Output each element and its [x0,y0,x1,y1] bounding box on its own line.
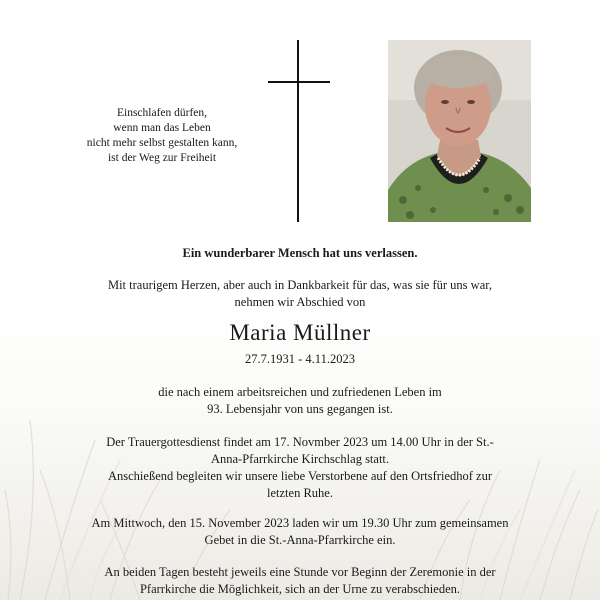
farewell-line: Pfarrkirche die Möglichkeit, sich an der Urne zu verabschieden. [139,582,460,596]
intro-text [80,277,520,311]
cross-icon [265,40,333,222]
funeral-service-text [70,434,530,502]
life-line: 93. Lebensjahr von uns gegangen ist. [207,402,393,416]
service-line: letzten Ruhe. [267,486,333,500]
prayer-line: Gebet in die St.-Anna-Pfarrkirche ein. [204,533,396,547]
farewell-text [70,564,530,598]
quote-line: ist der Weg zur Freiheit [107,152,217,164]
prayer-text [70,515,530,549]
service-line: Anna-Pfarrkirche Kirchschlag statt. [210,452,390,466]
service-line: Anschießend begleiten wir unsere liebe Verstorbene auf den Ortsfriedhof zur [107,469,492,483]
quote-line: Einschlafen dürfen, [116,107,208,119]
deceased-name: Maria Müllner [229,320,371,345]
farewell-line: An beiden Tagen besteht jeweils eine Stunde vor Beginn der Zeremonie in der [104,565,496,579]
prayer-line: Am Mittwoch, den 15. November 2023 laden wir um 19.30 Uhr zum gemeinsamen [91,516,509,530]
service-line: Der Trauergottesdienst findet am 17. Novmber 2023 um 14.00 Uhr in der St.- [106,435,494,449]
intro-line: Mit traurigem Herzen, aber auch in Dankbarkeit für das, was sie für uns war, [107,278,493,292]
intro-line: nehmen wir Abschied von [234,295,366,309]
headline: Ein wunderbarer Mensch hat uns verlassen. [182,246,418,260]
quote-line: wenn man das Leben [113,122,211,134]
life-dates: 27.7.1931 - 4.11.2023 [245,352,355,366]
life-line: die nach einem arbeitsreichen und zufriedenen Leben im [158,385,442,399]
portrait-photo [388,40,531,222]
life-text [70,384,530,418]
quote-line: nicht mehr selbst gestalten kann, [86,137,238,149]
memorial-quote [62,106,262,166]
